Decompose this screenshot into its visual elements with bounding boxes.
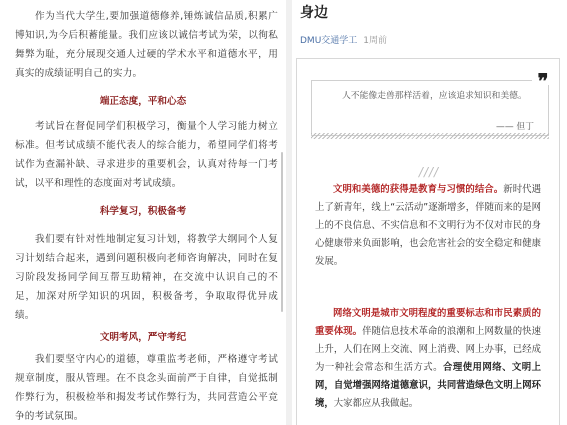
paragraph-civilization-body: 新时代遇上了新青年，线上“云活动”逐渐增多，伴随而来的是网上的不良信息、不实信息和不文明行为不仅对市民的身心健康带来负面影响，也会危害社会的安全稳定和健康发展。: [315, 184, 541, 267]
section-heading-discipline: 文明考风，严守考纪: [99, 332, 187, 343]
paragraph-review: 我们要有针对性地制定复习计划，将教学大纲同个人复习计划结合起来，遇到问题积极向老师咨询解决，同时在复习阶段发扬同学间互帮互助精神，在交流中认识自己的不足，加深对所学知识的巩固，积极备考，争取取得优异成绩。: [15, 234, 278, 321]
author-link[interactable]: DMU交通学工: [300, 36, 358, 46]
article-meta: [300, 33, 387, 46]
section-heading-attitude: 端正态度，平和心态: [99, 96, 187, 107]
highlight-network: 网络文明是城市文明程度的重要标志和市民素质的重要体现。: [315, 308, 541, 337]
article-right-panel: [292, 0, 567, 425]
quote-icon: ❞: [532, 71, 554, 85]
hatch-divider: [311, 133, 549, 139]
paragraph-civilization: [315, 181, 541, 271]
paragraph-network-body: 伴随信息技术革命的浪潮和上网数量的快速上升，人们在网上交流、网上消费、网上办事，已经成为一种社会常态和生活方式。: [315, 326, 541, 373]
slash-divider-icon: ////: [418, 165, 440, 179]
highlight-civilization: 文明和美德的获得是教育与习惯的结合。: [333, 184, 504, 195]
content-card: [296, 58, 560, 425]
quote-text: 人不能像走兽那样活着，应该追求知识和美德。: [342, 91, 527, 101]
paragraph-discipline: 我们要坚守内心的道德，尊重监考老师，严格遵守考试规章制度，服从管理。在不良念头面前严于自律，自觉抵制作弊行为，积极检举和揭发考试作弊行为，共同营造公平竞争的考试氛围。: [15, 354, 278, 422]
paragraph-network: [315, 305, 541, 413]
section-heading-review: 科学复习，积极备考: [99, 206, 187, 217]
paragraph-attitude: 考试旨在督促同学们积极学习，衡量个人学习能力树立标准。但考试成绩不能代表人的综合能力，希望同学们将考试作为查漏补缺、寻求进步的重要机会，认真对待每一门考试，以平和理性的态度面对考试成绩。: [15, 121, 278, 189]
quote-author: —— 但丁: [496, 122, 534, 132]
publish-time: 1周前: [363, 36, 388, 46]
scrollbar[interactable]: [281, 152, 283, 312]
paragraph-integrity: 作为当代大学生,要加强道德修养,锤炼诚信品质,积累广博知识,为今后积蓄能量。我们应该以诚信考试为荣，以徇私舞弊为耻，充分展现交通人过硬的学术水平和道德水平，用真实的成绩证明自己的实力。: [15, 11, 278, 79]
paragraph-network-end: 大家都应从我做起。: [333, 398, 419, 409]
emphasis-network: 合理使用网络、文明上网，自觉增强网络道德意识，共同营造绿色文明上网环境，: [315, 362, 541, 409]
article-title: 身边: [300, 5, 328, 21]
quote-box: [311, 69, 549, 136]
